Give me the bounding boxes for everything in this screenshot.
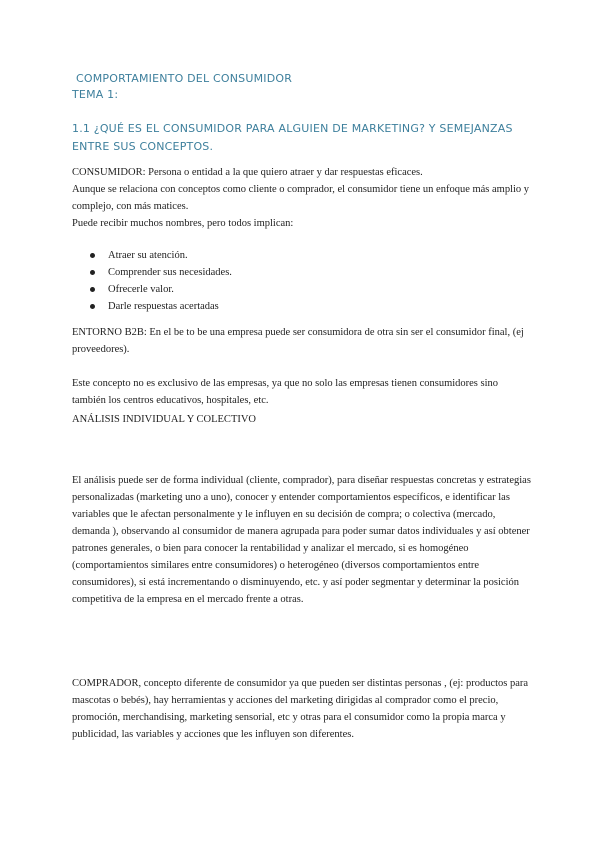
list-item	[90, 247, 232, 264]
entorno-b2b-text: ENTORNO B2B: En el be to be una empresa puede ser consumidora de otra sin ser el consumidor final, (ej proveedores).	[72, 327, 524, 355]
list-item-text: Comprender sus necesidades.	[108, 267, 232, 278]
list-item	[90, 281, 232, 298]
analisis-heading: ANÁLISIS INDIVIDUAL Y COLECTIVO	[72, 414, 257, 425]
concepto-text: Este concepto no es exclusivo de las empresas, ya que no solo las empresas tienen consumidores sino también los centros educativos, hospitales, etc.	[72, 378, 499, 406]
concepto-paragraph	[72, 375, 532, 409]
entorno-b2b-paragraph	[72, 324, 532, 358]
list-item-text: Atraer su atención.	[108, 250, 188, 261]
consumidor-names: Puede recibir muchos nombres, pero todos implican:	[72, 218, 294, 229]
consumidor-definition: CONSUMIDOR: Persona o entidad a la que quiero atraer y dar respuestas eficaces.	[72, 167, 423, 178]
comprador-text: COMPRADOR, concepto diferente de consumidor ya que pueden ser distintas personas , (ej: productos para mascotas o bebés), hay herramientas y acciones del marketing dirigidas al comprador como el precio, promoción, merchandising, marketing sensorial, etc y otras para el consumidor como la propia marca y publicidad, las variables y acciones que les influyen son diferentes.	[72, 678, 529, 740]
bullet-icon	[90, 304, 95, 309]
consumidor-relation: Aunque se relaciona con conceptos como cliente o comprador, el consumidor tiene un enfoque más amplio y complejo, con más matices.	[72, 184, 530, 212]
analisis-text: El análisis puede ser de forma individual (cliente, comprador), para diseñar respuestas concretas y estrategias personalizadas (marketing uno a uno), conocer y entender comportamientos específicos, e identificar las variables que le afectan personalmente y le influyen en su decisión de compra; o colectiva (mercado, demanda ), observando al consumidor de manera agrupada para poder sumar datos individuales y así obtener patrones generales, o bien para conocer la rentabilidad y analizar el mercado, si es homogéneo (comportamientos similares entre consumidores) o heterogéneo (diversos comportamientos entre consumidores), si está incrementando o disminuyendo, etc. y así poder segmentar y determinar la posición competitiva de la empresa en el mercado frente a otras.	[72, 475, 531, 605]
list-item	[90, 298, 232, 315]
consumidor-block	[72, 164, 532, 232]
bullet-icon	[90, 253, 95, 258]
section-heading: 1.1 ¿QUÉ ES EL CONSUMIDOR PARA ALGUIEN DE MARKETING? Y SEMEJANZAS ENTRE SUS CONCEPTOS.	[72, 122, 513, 153]
implications-list	[90, 247, 232, 315]
bullet-icon	[90, 287, 95, 292]
document-title: COMPORTAMIENTO DEL CONSUMIDOR	[76, 72, 293, 85]
comprador-paragraph	[72, 675, 532, 743]
analisis-paragraph	[72, 472, 532, 608]
list-item-text: Darle respuestas acertadas	[108, 301, 219, 312]
topic-label: TEMA 1:	[72, 88, 119, 101]
list-item-text: Ofrecerle valor.	[108, 284, 174, 295]
bullet-icon	[90, 270, 95, 275]
list-item	[90, 264, 232, 281]
